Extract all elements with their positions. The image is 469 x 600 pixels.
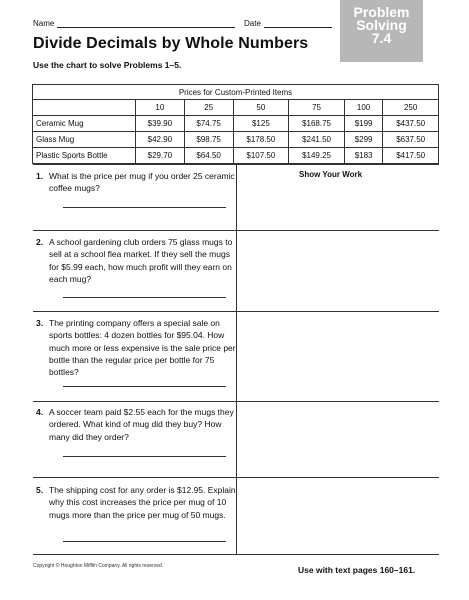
problem-text: The printing company offers a special sale on sports bottles: 4 dozen bottles for $95.04. How much more or less expensive is the sale price per bottle than the regular price per bottle for 75 bottles? bbox=[49, 318, 236, 378]
section-divider bbox=[33, 477, 439, 478]
answer-line-4[interactable] bbox=[63, 456, 226, 457]
price-cell: $42.90 bbox=[136, 132, 185, 148]
price-cell: $29.70 bbox=[136, 148, 185, 164]
name-label: Name bbox=[33, 19, 55, 28]
quantity-header: 10 bbox=[136, 100, 185, 116]
price-cell: $149.25 bbox=[289, 148, 345, 164]
price-cell: $125 bbox=[233, 116, 289, 132]
price-cell: $637.50 bbox=[383, 132, 439, 148]
price-cell: $241.50 bbox=[289, 132, 345, 148]
problem-text: A school gardening club orders 75 glass mugs to sell at a school flea market. If they sell the mugs for $5.99 each, how much profit will they earn on each mug? bbox=[49, 237, 233, 284]
quantity-header: 100 bbox=[344, 100, 382, 116]
price-cell: $417.50 bbox=[383, 148, 439, 164]
table-corner-cell bbox=[33, 100, 136, 116]
answer-line-1[interactable] bbox=[63, 207, 226, 208]
price-cell: $178.50 bbox=[233, 132, 289, 148]
show-work-label: Show Your Work bbox=[299, 170, 363, 179]
quantity-header: 75 bbox=[289, 100, 345, 116]
table-row bbox=[33, 132, 439, 148]
item-name-cell: Ceramic Mug bbox=[33, 116, 136, 132]
section-divider bbox=[33, 401, 439, 402]
answer-line-3[interactable] bbox=[63, 386, 226, 387]
answer-line-5[interactable] bbox=[63, 541, 226, 542]
problem-number: 5. bbox=[36, 485, 44, 495]
price-cell: $74.75 bbox=[184, 116, 233, 132]
problem-solving-badge bbox=[340, 0, 423, 62]
item-name-cell: Plastic Sports Bottle bbox=[33, 148, 136, 164]
problem-text: What is the price per mug if you order 25 ceramic coffee mugs? bbox=[49, 171, 235, 194]
badge-line-3: 7.4 bbox=[371, 30, 392, 46]
answer-line-2[interactable] bbox=[63, 297, 226, 298]
badge-line-1: Problem bbox=[353, 4, 410, 20]
date-field-line[interactable] bbox=[264, 27, 332, 28]
problem-number: 1. bbox=[36, 171, 44, 181]
problem-number: 3. bbox=[36, 318, 44, 328]
section-divider bbox=[33, 554, 439, 555]
quantity-header: 50 bbox=[233, 100, 289, 116]
section-divider bbox=[33, 311, 439, 312]
table-row bbox=[33, 116, 439, 132]
price-cell: $39.90 bbox=[136, 116, 185, 132]
quantity-header: 250 bbox=[383, 100, 439, 116]
problem-text: A soccer team paid $2.55 each for the mugs they ordered. What kind of mug did they buy? How many did they order? bbox=[49, 407, 234, 442]
page-title: Divide Decimals by Whole Numbers bbox=[33, 35, 309, 52]
problem-number: 2. bbox=[36, 237, 44, 247]
copyright-notice: Copyright © Houghton Mifflin Company. All rights reserved. bbox=[33, 563, 164, 569]
price-cell: $437.50 bbox=[383, 116, 439, 132]
instructions: Use the chart to solve Problems 1–5. bbox=[33, 60, 182, 70]
text-pages-note: Use with text pages 160–161. bbox=[298, 565, 416, 575]
name-field-line[interactable] bbox=[57, 27, 235, 28]
price-cell: $107.50 bbox=[233, 148, 289, 164]
table-caption: Prices for Custom-Printed Items bbox=[33, 85, 439, 100]
date-label: Date bbox=[244, 19, 261, 28]
price-cell: $168.75 bbox=[289, 116, 345, 132]
quantity-header: 25 bbox=[184, 100, 233, 116]
problem-text: The shipping cost for any order is $12.95. Explain why this cost increases the price per mug of 10 mugs more than the price per mug of 50 mugs. bbox=[49, 485, 236, 520]
price-cell: $199 bbox=[344, 116, 382, 132]
price-cell: $183 bbox=[344, 148, 382, 164]
table-row bbox=[33, 148, 439, 164]
problem-number: 4. bbox=[36, 407, 44, 417]
item-name-cell: Glass Mug bbox=[33, 132, 136, 148]
table-header-row bbox=[33, 100, 439, 116]
price-table bbox=[32, 84, 439, 164]
price-cell: $98.75 bbox=[184, 132, 233, 148]
section-divider bbox=[33, 230, 439, 231]
price-cell: $299 bbox=[344, 132, 382, 148]
badge-line-2: Solving bbox=[356, 17, 407, 33]
price-cell: $64.50 bbox=[184, 148, 233, 164]
